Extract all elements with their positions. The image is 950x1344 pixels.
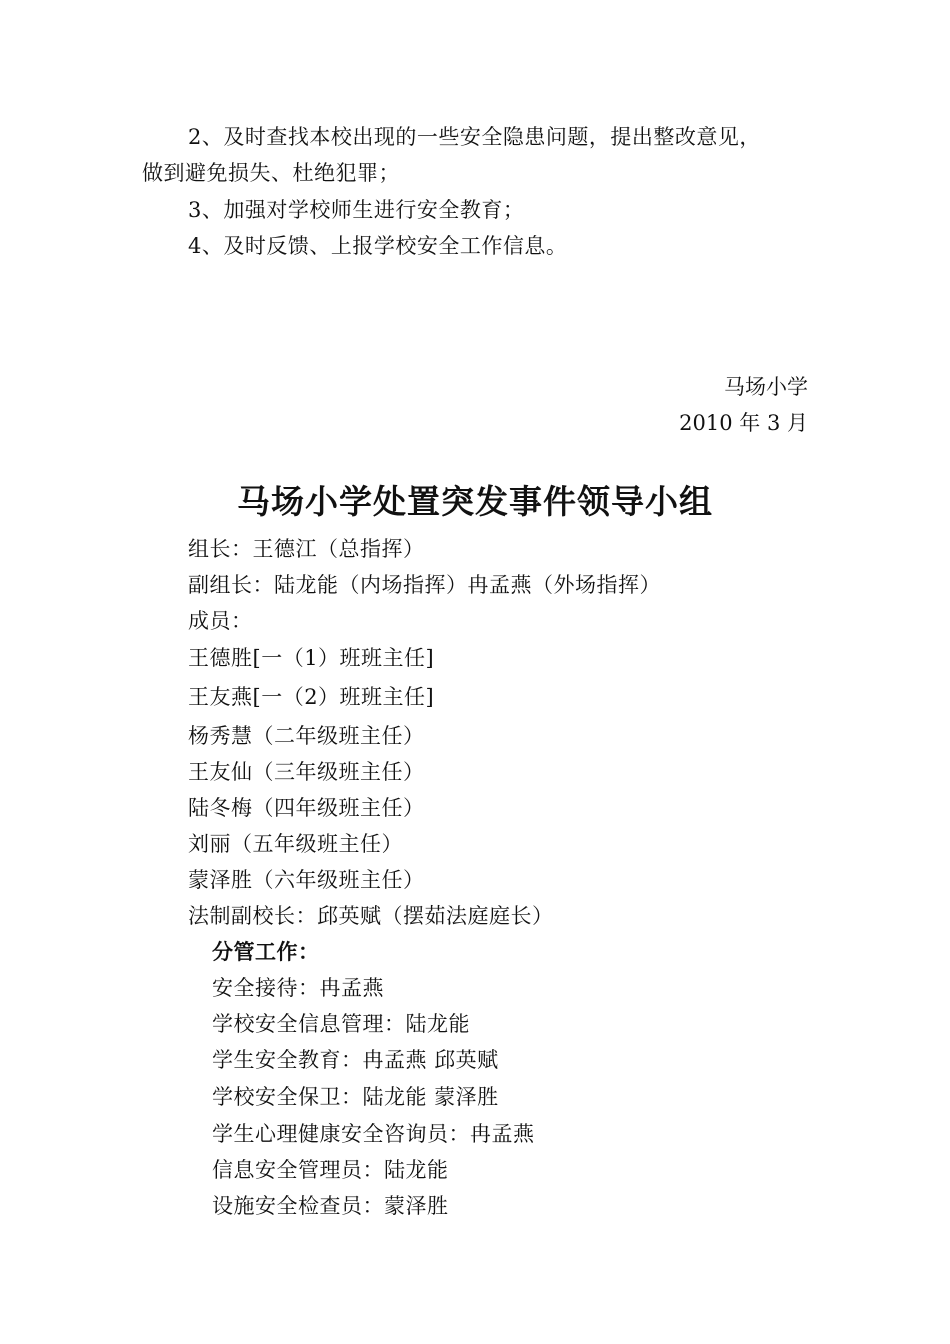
assignment-item: 学生安全教育：冉孟燕 邱英赋	[212, 1048, 499, 1072]
member-item: 蒙泽胜（六年级班主任）	[188, 868, 425, 892]
assignment-item: 设施安全检查员：蒙泽胜	[212, 1194, 449, 1218]
assignment-item: 学生心理健康安全咨询员：冉孟燕	[212, 1122, 535, 1146]
member-item: 王德胜[一（1）班班主任]	[188, 646, 435, 670]
member-item: 王友燕[一（2）班班主任]	[188, 685, 435, 709]
signature-date: 2010 年 3 月	[679, 411, 808, 435]
member-item: 陆冬梅（四年级班主任）	[188, 796, 425, 820]
duty-item-2-line-2: 做到避免损失、杜绝犯罪；	[142, 161, 400, 185]
signature-org: 马场小学	[724, 375, 808, 399]
members-label: 成员：	[188, 609, 253, 633]
duty-item-2-line-1: 2、及时查找本校出现的一些安全隐患问题，提出整改意见，	[188, 125, 761, 149]
member-item: 王友仙（三年级班主任）	[188, 760, 425, 784]
assignment-item: 安全接待：冉孟燕	[212, 976, 384, 1000]
duty-item-3: 3、加强对学校师生进行安全教育；	[188, 198, 525, 222]
assignment-item: 学校安全信息管理：陆龙能	[212, 1012, 470, 1036]
assignment-item: 信息安全管理员：陆龙能	[212, 1158, 449, 1182]
assignment-item: 学校安全保卫：陆龙能 蒙泽胜	[212, 1085, 499, 1109]
page-title: 马场小学处置突发事件领导小组	[237, 482, 713, 521]
member-item: 刘丽（五年级班主任）	[188, 832, 403, 856]
member-item: 法制副校长：邱英赋（摆茹法庭庭长）	[188, 904, 554, 928]
group-leader: 组长：王德江（总指挥）	[188, 537, 425, 561]
member-item: 杨秀慧（二年级班主任）	[188, 724, 425, 748]
duty-item-4: 4、及时反馈、上报学校安全工作信息。	[188, 234, 568, 258]
assignments-heading: 分管工作：	[212, 940, 320, 964]
deputy-leader: 副组长：陆龙能（内场指挥）冉孟燕（外场指挥）	[188, 573, 661, 597]
